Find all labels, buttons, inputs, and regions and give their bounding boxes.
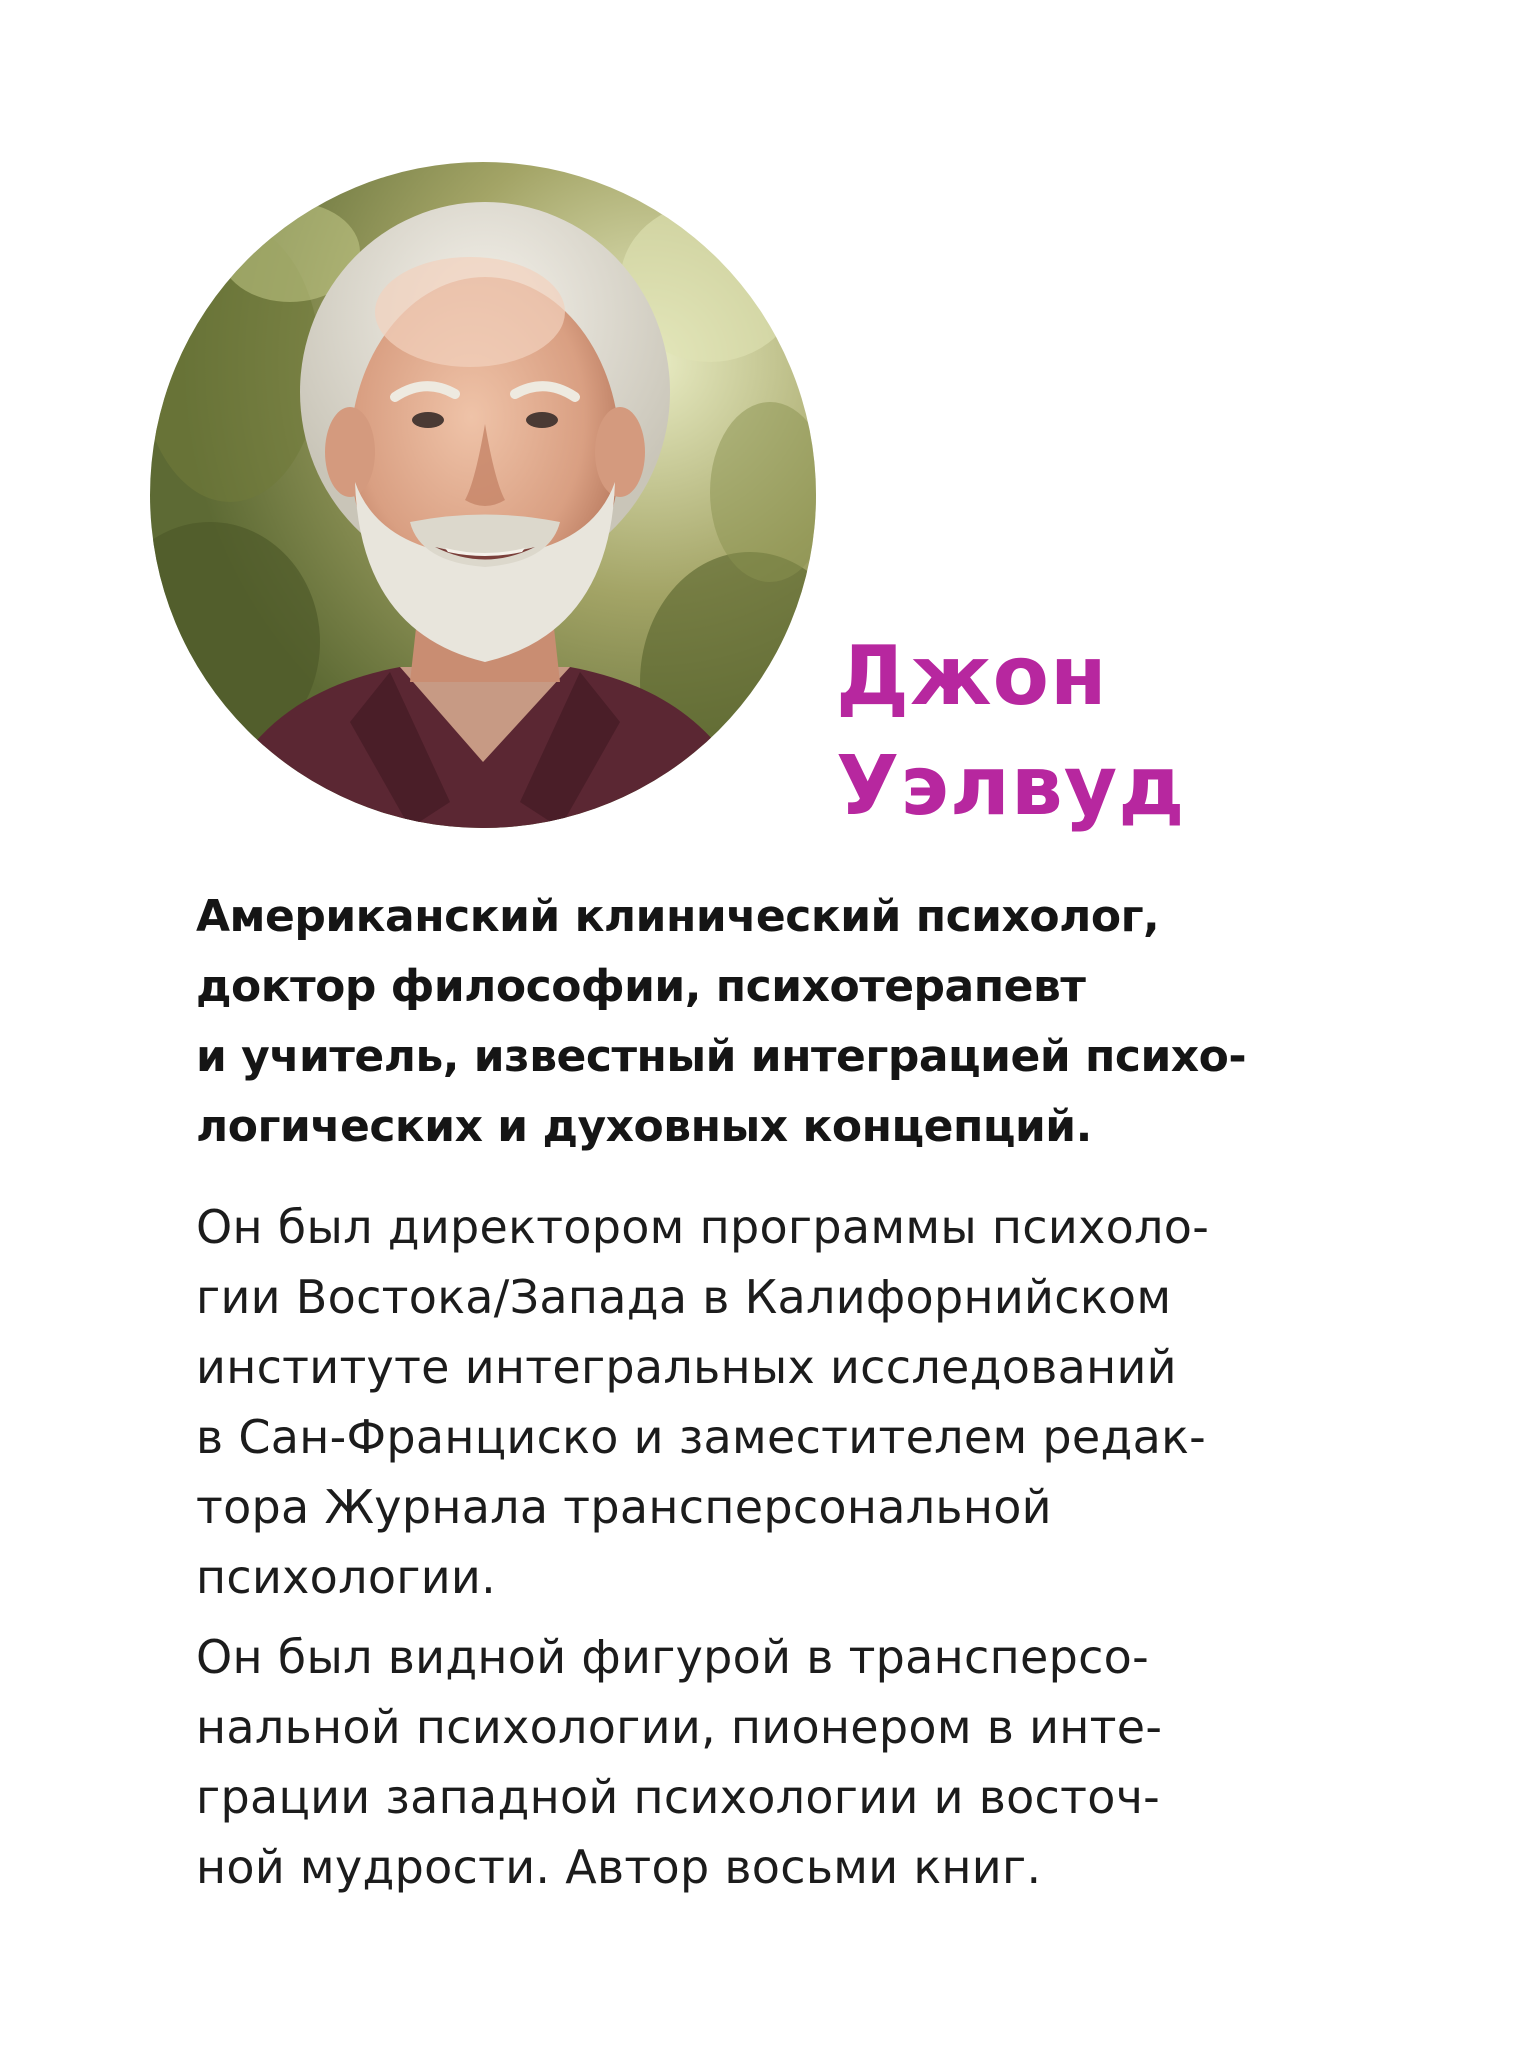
body-line: нальной психологии, пионером в инте- bbox=[196, 1700, 1163, 1754]
body-line: грации западной психологии и восточ- bbox=[196, 1770, 1161, 1824]
portrait-photo-icon bbox=[150, 162, 816, 828]
lead-line: и учитель, известный интеграцией психо- bbox=[196, 1031, 1247, 1082]
lead-line: Американский клинический психолог, bbox=[196, 891, 1160, 942]
body-line: тора Журнала трансперсональной bbox=[196, 1480, 1052, 1534]
person-name bbox=[836, 622, 1185, 842]
body-line: гии Востока/Запада в Калифорнийском bbox=[196, 1270, 1172, 1324]
body-line: Он был директором программы психоло- bbox=[196, 1200, 1210, 1254]
lead-line: логических и духовных концепций. bbox=[196, 1101, 1092, 1152]
body-line: в Сан-Франциско и заместителем редак- bbox=[196, 1410, 1207, 1464]
body-line: институте интегральных исследований bbox=[196, 1340, 1177, 1394]
portrait-photo bbox=[150, 162, 816, 828]
body-paragraph-career bbox=[196, 1192, 1209, 1612]
person-name-last: Уэлвуд bbox=[836, 739, 1186, 834]
body-line: ной мудрости. Автор восьми книг. bbox=[196, 1840, 1042, 1894]
body-line: психологии. bbox=[196, 1550, 497, 1604]
person-name-first: Джон bbox=[836, 629, 1108, 724]
lead-paragraph bbox=[196, 882, 1246, 1162]
body-paragraph-legacy bbox=[196, 1622, 1162, 1902]
lead-line: доктор философии, психотерапевт bbox=[196, 961, 1086, 1012]
body-line: Он был видной фигурой в трансперсо- bbox=[196, 1630, 1150, 1684]
